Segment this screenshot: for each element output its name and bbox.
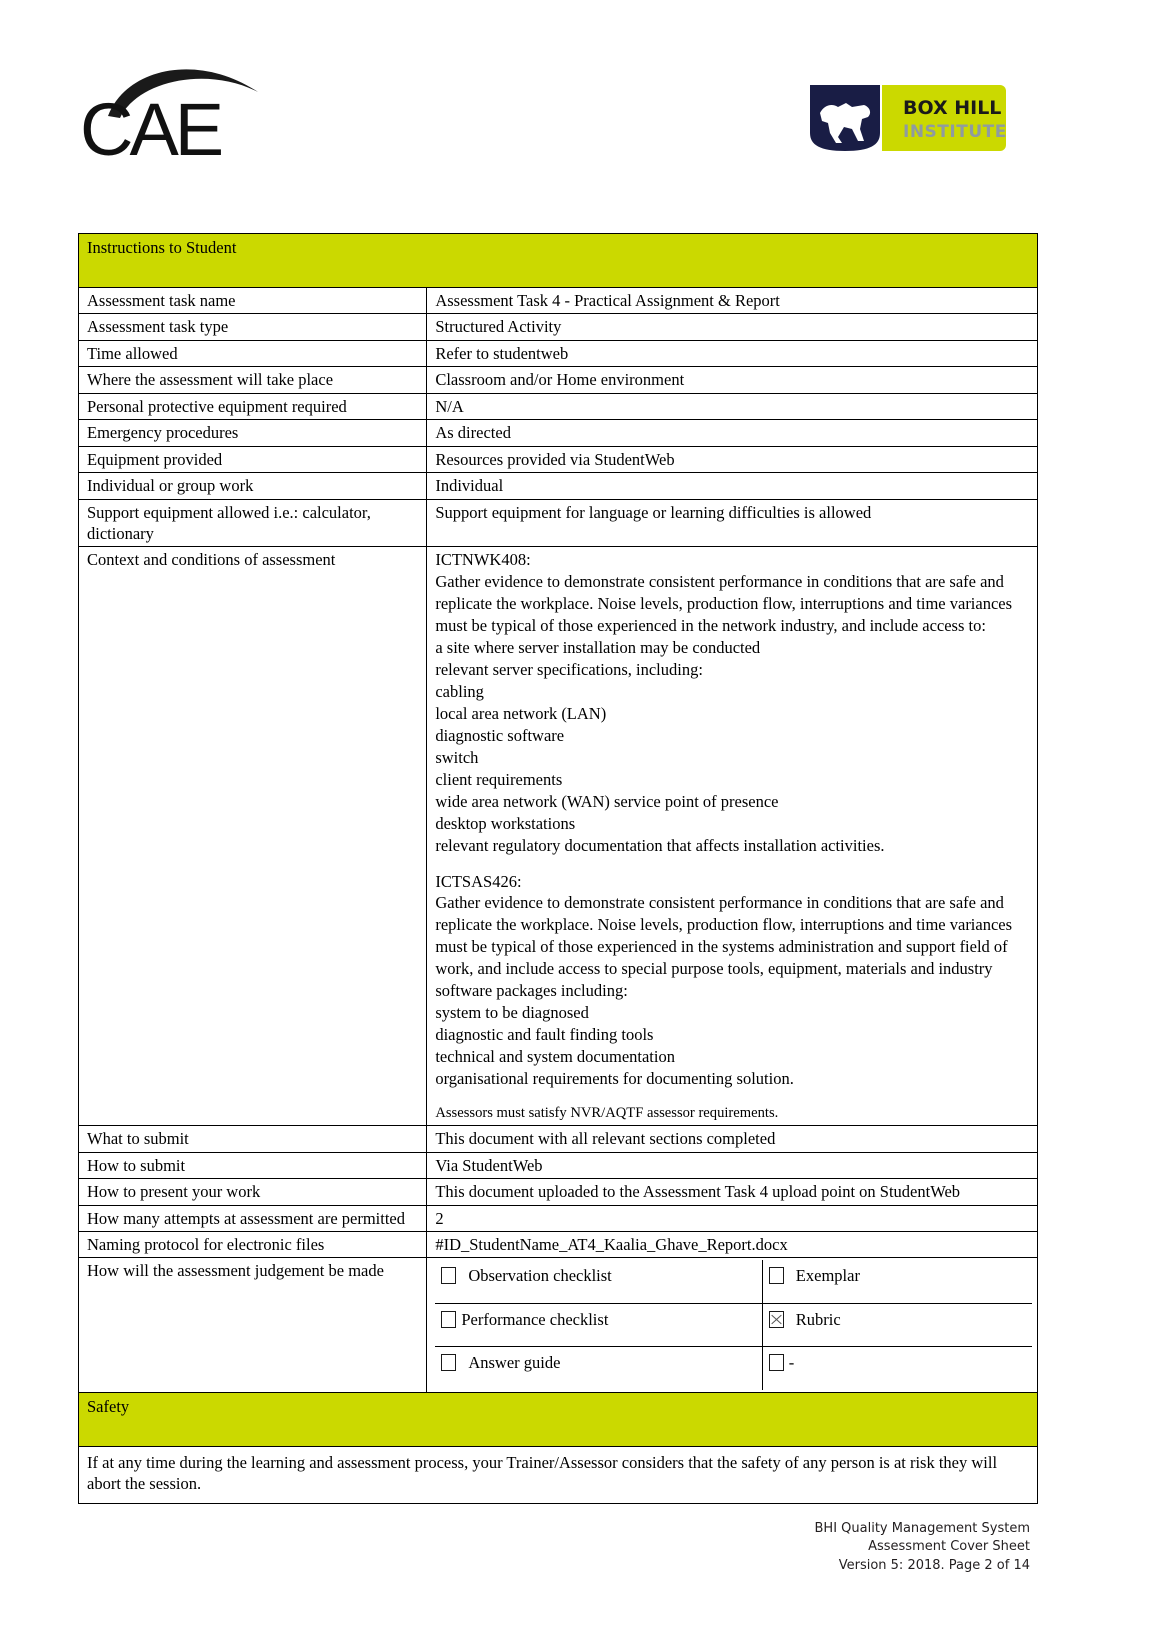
table-row xyxy=(79,1205,1038,1231)
row-label: Time allowed xyxy=(79,340,427,366)
checkbox-exemplar[interactable] xyxy=(769,1267,784,1284)
row-value: Classroom and/or Home environment xyxy=(427,367,1038,393)
judgement-option-label: Answer guide xyxy=(468,1353,561,1373)
row-value: #ID_StudentName_AT4_Kaalia_Ghave_Report.docx xyxy=(427,1232,1038,1258)
svg-text:INSTITUTE: INSTITUTE xyxy=(903,122,1007,142)
table-row xyxy=(79,499,1038,547)
context-block1-item: desktop workstations xyxy=(435,813,576,833)
context-block1-title: ICTNWK408: xyxy=(435,550,531,570)
safety-text-row xyxy=(79,1446,1038,1503)
table-row xyxy=(79,1179,1038,1205)
svg-text:BOX HILL: BOX HILL xyxy=(903,97,1002,119)
table-row xyxy=(79,393,1038,419)
context-block1-item: client requirements xyxy=(435,769,563,789)
row-label: Equipment provided xyxy=(79,446,427,472)
judgement-option-label: Performance checklist xyxy=(461,1309,609,1329)
context-block2-title: ICTSAS426: xyxy=(435,871,522,891)
context-block2-item: technical and system documentation xyxy=(435,1047,675,1066)
judgement-option-row xyxy=(435,1260,1032,1303)
judgement-option-left xyxy=(435,1260,762,1303)
context-spacer xyxy=(435,1090,1032,1104)
judgement-option-row xyxy=(435,1347,1032,1390)
checkbox-answer-guide[interactable] xyxy=(441,1354,456,1371)
row-value: 2 xyxy=(427,1205,1038,1231)
safety-banner-cell xyxy=(79,1392,1038,1446)
context-block1-item: switch xyxy=(435,747,479,767)
safety-banner-label: Safety xyxy=(87,1396,130,1416)
context-block1-item: cabling xyxy=(435,682,484,701)
boxhill-institute-logo xyxy=(808,83,1013,153)
row-label: Naming protocol for electronic files xyxy=(79,1232,427,1258)
context-block1-item: diagnostic software xyxy=(435,725,565,745)
row-label: What to submit xyxy=(79,1126,427,1152)
cae-logo xyxy=(80,58,290,163)
context-block2-item: system to be diagnosed xyxy=(435,1003,589,1023)
row-value: As directed xyxy=(427,420,1038,446)
context-row xyxy=(79,547,1038,1126)
row-label: How to present your work xyxy=(79,1179,427,1205)
table-row xyxy=(79,420,1038,446)
row-value: Via StudentWeb xyxy=(427,1152,1038,1178)
judgement-option-label: Exemplar xyxy=(795,1266,860,1286)
checkbox-none[interactable] xyxy=(769,1354,784,1371)
row-label: Assessment task type xyxy=(79,314,427,340)
instructions-banner-cell xyxy=(79,234,1038,288)
row-value: N/A xyxy=(427,393,1038,419)
instructions-banner-label: Instructions to Student xyxy=(87,238,237,257)
row-label: Personal protective equipment required xyxy=(79,393,427,419)
row-value: This document uploaded to the Assessment Task 4 upload point on StudentWeb xyxy=(427,1179,1038,1205)
context-block1-item: relevant server specifications, including: xyxy=(435,660,703,680)
table-row xyxy=(79,340,1038,366)
footer-line-version: Version 5: 2018. Page 2 of 14 xyxy=(838,1557,1030,1573)
context-spacer xyxy=(435,857,1032,871)
footer-line-qms: BHI Quality Management System xyxy=(814,1521,1030,1536)
judgement-options-cell xyxy=(427,1258,1038,1392)
table-row xyxy=(79,446,1038,472)
table-row xyxy=(79,314,1038,340)
checkbox-performance-checklist[interactable] xyxy=(441,1311,456,1328)
safety-text: If at any time during the learning and assessment process, your Trainer/Assessor considers that the safety of any person is at risk they will abort the session. xyxy=(79,1446,1038,1503)
table-row xyxy=(79,1232,1038,1258)
row-value: Structured Activity xyxy=(427,314,1038,340)
table-row xyxy=(79,1126,1038,1152)
context-block1-item: relevant regulatory documentation that affects installation activities. xyxy=(435,835,885,855)
judgement-row xyxy=(79,1258,1038,1392)
judgement-option-label: - xyxy=(788,1353,795,1373)
table-row xyxy=(79,473,1038,499)
judgement-option-right xyxy=(762,1260,1032,1303)
context-block2-paragraph: Gather evidence to demonstrate consistent performance in conditions that are safe and replicate the workplace. Noise levels, production flow, interruptions and time variances must be typical of those experienced in the systems administration and support field of work, and include access to special purpose tools, equipment, materials and industry software packages including: xyxy=(435,893,1013,1001)
table-row xyxy=(79,367,1038,393)
footer-line-title: Assessment Cover Sheet xyxy=(868,1539,1030,1555)
row-label: Where the assessment will take place xyxy=(79,367,427,393)
safety-banner-row xyxy=(79,1392,1038,1446)
row-value: Resources provided via StudentWeb xyxy=(427,446,1038,472)
judgement-option-label: Observation checklist xyxy=(468,1266,612,1286)
page-footer xyxy=(610,1520,1030,1575)
row-label: Support equipment allowed i.e.: calculator, dictionary xyxy=(79,499,427,547)
context-block1-item: a site where server installation may be conducted xyxy=(435,638,761,658)
row-label: Assessment task name xyxy=(79,288,427,314)
judgement-option-right xyxy=(762,1303,1032,1346)
row-label: How many attempts at assessment are permitted xyxy=(79,1205,427,1231)
context-value xyxy=(427,547,1038,1126)
context-label: Context and conditions of assessment xyxy=(79,547,427,1126)
judgement-label: How will the assessment judgement be made xyxy=(79,1258,427,1392)
context-block1-item: local area network (LAN) xyxy=(435,703,607,723)
row-value: Individual xyxy=(427,473,1038,499)
judgement-option-right xyxy=(762,1347,1032,1390)
checkbox-rubric[interactable] xyxy=(769,1311,784,1328)
context-block1-item: wide area network (WAN) service point of presence xyxy=(435,791,779,811)
context-closing-note: Assessors must satisfy NVR/AQTF assessor requirements. xyxy=(435,1104,779,1121)
judgement-option-left xyxy=(435,1347,762,1390)
assessment-cover-sheet-table xyxy=(78,233,1038,1504)
checkbox-observation-checklist[interactable] xyxy=(441,1267,456,1284)
row-value: Support equipment for language or learning difficulties is allowed xyxy=(427,499,1038,547)
page-header xyxy=(0,0,1158,215)
row-label: Individual or group work xyxy=(79,473,427,499)
judgement-options-table xyxy=(435,1260,1032,1389)
context-block2-item: organisational requirements for documenting solution. xyxy=(435,1068,794,1088)
context-block2-item: diagnostic and fault finding tools xyxy=(435,1025,654,1045)
context-block1-paragraph: Gather evidence to demonstrate consistent performance in conditions that are safe and replicate the workplace. Noise levels, production flow, interruptions and time variances must be typical of those experienced in the network industry, and include access to: xyxy=(435,572,1013,636)
svg-text:CAE: CAE xyxy=(80,88,221,163)
instructions-banner-row xyxy=(79,234,1038,288)
judgement-option-left xyxy=(435,1303,762,1346)
row-value: This document with all relevant sections completed xyxy=(427,1126,1038,1152)
row-label: Emergency procedures xyxy=(79,420,427,446)
table-row xyxy=(79,1152,1038,1178)
table-row xyxy=(79,288,1038,314)
judgement-option-row xyxy=(435,1303,1032,1346)
row-label: How to submit xyxy=(79,1152,427,1178)
row-value: Refer to studentweb xyxy=(427,340,1038,366)
row-value: Assessment Task 4 - Practical Assignment & Report xyxy=(427,288,1038,314)
judgement-option-label: Rubric xyxy=(795,1309,841,1329)
